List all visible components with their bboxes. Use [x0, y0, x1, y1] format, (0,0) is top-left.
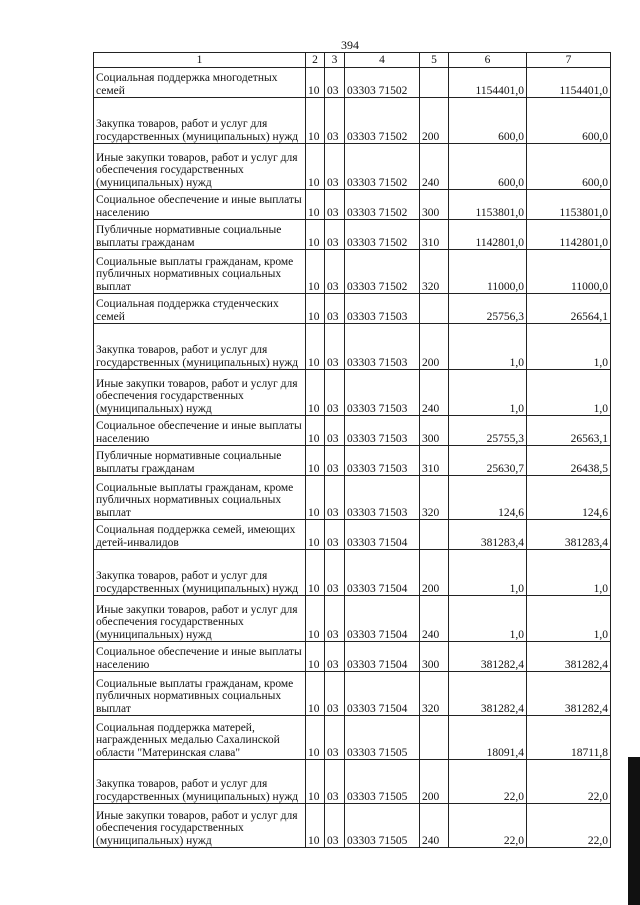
- table-row: [94, 324, 611, 370]
- cell-c5: 200: [420, 550, 449, 596]
- cell-c5: 320: [420, 476, 449, 520]
- cell-c6: 1,0: [449, 370, 527, 416]
- cell-c2: 10: [306, 144, 325, 190]
- budget-table: [93, 52, 611, 848]
- cell-name: Социальное обеспечение и иные выплаты населению: [94, 190, 306, 220]
- cell-c5: 310: [420, 446, 449, 476]
- table-row: [94, 416, 611, 446]
- cell-c4: 03303 71503: [345, 476, 420, 520]
- cell-name: Социальная поддержка студенческих семей: [94, 294, 306, 324]
- cell-c5: [420, 716, 449, 760]
- cell-c7: 26564,1: [527, 294, 611, 324]
- cell-c5: 300: [420, 416, 449, 446]
- cell-c5: [420, 294, 449, 324]
- cell-c2: 10: [306, 804, 325, 848]
- cell-c5: [420, 68, 449, 98]
- table-row: [94, 190, 611, 220]
- cell-c2: 10: [306, 190, 325, 220]
- cell-c6: 1,0: [449, 550, 527, 596]
- table-row: [94, 220, 611, 250]
- cell-name: Социальные выплаты гражданам, кроме публичных нормативных социальных выплат: [94, 476, 306, 520]
- cell-c7: 1,0: [527, 596, 611, 642]
- cell-c7: 18711,8: [527, 716, 611, 760]
- cell-name: Закупка товаров, работ и услуг для государственных (муниципальных) нужд: [94, 324, 306, 370]
- table-row: [94, 144, 611, 190]
- cell-c6: 381282,4: [449, 642, 527, 672]
- table-row: [94, 98, 611, 144]
- cell-c6: 25630,7: [449, 446, 527, 476]
- cell-c5: 240: [420, 144, 449, 190]
- cell-c7: 381282,4: [527, 672, 611, 716]
- cell-c6: 22,0: [449, 760, 527, 804]
- cell-name: Иные закупки товаров, работ и услуг для обеспечения государственных (муниципальных) нужд: [94, 370, 306, 416]
- cell-c7: 1153801,0: [527, 190, 611, 220]
- cell-c6: 1,0: [449, 596, 527, 642]
- column-header: 4: [345, 53, 420, 68]
- cell-name: Иные закупки товаров, работ и услуг для обеспечения государственных (муниципальных) нужд: [94, 596, 306, 642]
- cell-c2: 10: [306, 220, 325, 250]
- cell-name: Социальные выплаты гражданам, кроме публичных нормативных социальных выплат: [94, 250, 306, 294]
- cell-c5: 200: [420, 98, 449, 144]
- cell-c6: 25756,3: [449, 294, 527, 324]
- cell-c5: 300: [420, 190, 449, 220]
- cell-c4: 03303 71503: [345, 446, 420, 476]
- table-row: [94, 760, 611, 804]
- cell-c6: 381283,4: [449, 520, 527, 550]
- cell-c6: 1,0: [449, 324, 527, 370]
- cell-name: Иные закупки товаров, работ и услуг для обеспечения государственных (муниципальных) нужд: [94, 804, 306, 848]
- cell-c7: 1,0: [527, 370, 611, 416]
- cell-c2: 10: [306, 520, 325, 550]
- cell-c5: [420, 520, 449, 550]
- cell-c3: 03: [325, 672, 345, 716]
- cell-c5: 310: [420, 220, 449, 250]
- cell-c3: 03: [325, 642, 345, 672]
- cell-c3: 03: [325, 250, 345, 294]
- cell-c4: 03303 71502: [345, 250, 420, 294]
- cell-c7: 22,0: [527, 760, 611, 804]
- cell-c3: 03: [325, 370, 345, 416]
- table-row: [94, 596, 611, 642]
- cell-name: Закупка товаров, работ и услуг для государственных (муниципальных) нужд: [94, 550, 306, 596]
- cell-c2: 10: [306, 760, 325, 804]
- cell-c7: 124,6: [527, 476, 611, 520]
- cell-c6: 11000,0: [449, 250, 527, 294]
- cell-c3: 03: [325, 520, 345, 550]
- cell-name: Социальные выплаты гражданам, кроме публичных нормативных социальных выплат: [94, 672, 306, 716]
- table-row: [94, 716, 611, 760]
- cell-c6: 1154401,0: [449, 68, 527, 98]
- table-header-row: [94, 53, 611, 68]
- cell-c4: 03303 71502: [345, 220, 420, 250]
- cell-name: Публичные нормативные социальные выплаты гражданам: [94, 446, 306, 476]
- cell-c7: 26563,1: [527, 416, 611, 446]
- cell-c7: 1,0: [527, 550, 611, 596]
- column-header: 5: [420, 53, 449, 68]
- cell-c7: 22,0: [527, 804, 611, 848]
- cell-c4: 03303 71502: [345, 68, 420, 98]
- cell-c6: 18091,4: [449, 716, 527, 760]
- cell-c3: 03: [325, 416, 345, 446]
- cell-name: Публичные нормативные социальные выплаты гражданам: [94, 220, 306, 250]
- cell-c7: 26438,5: [527, 446, 611, 476]
- column-header: 6: [449, 53, 527, 68]
- table-row: [94, 672, 611, 716]
- cell-name: Социальная поддержка многодетных семей: [94, 68, 306, 98]
- cell-c7: 11000,0: [527, 250, 611, 294]
- cell-name: Социальное обеспечение и иные выплаты населению: [94, 416, 306, 446]
- cell-c3: 03: [325, 144, 345, 190]
- cell-c4: 03303 71502: [345, 98, 420, 144]
- cell-c5: 200: [420, 760, 449, 804]
- cell-c6: 600,0: [449, 144, 527, 190]
- cell-c6: 124,6: [449, 476, 527, 520]
- table-row: [94, 370, 611, 416]
- cell-c7: 1,0: [527, 324, 611, 370]
- column-header: 3: [325, 53, 345, 68]
- cell-c4: 03303 71505: [345, 716, 420, 760]
- column-header: 1: [94, 53, 306, 68]
- cell-c2: 10: [306, 476, 325, 520]
- cell-c3: 03: [325, 190, 345, 220]
- cell-c3: 03: [325, 476, 345, 520]
- cell-c4: 03303 71504: [345, 642, 420, 672]
- cell-c4: 03303 71503: [345, 416, 420, 446]
- cell-c5: 240: [420, 804, 449, 848]
- cell-c7: 1154401,0: [527, 68, 611, 98]
- cell-c6: 1153801,0: [449, 190, 527, 220]
- cell-c5: 320: [420, 250, 449, 294]
- cell-c2: 10: [306, 370, 325, 416]
- column-header: 2: [306, 53, 325, 68]
- cell-c7: 600,0: [527, 98, 611, 144]
- cell-c4: 03303 71502: [345, 144, 420, 190]
- cell-c5: 200: [420, 324, 449, 370]
- cell-c4: 03303 71505: [345, 804, 420, 848]
- table-row: [94, 804, 611, 848]
- cell-c7: 381282,4: [527, 642, 611, 672]
- cell-c3: 03: [325, 98, 345, 144]
- cell-c3: 03: [325, 760, 345, 804]
- cell-c4: 03303 71503: [345, 294, 420, 324]
- column-header: 7: [527, 53, 611, 68]
- cell-c2: 10: [306, 324, 325, 370]
- cell-c4: 03303 71502: [345, 190, 420, 220]
- table-row: [94, 68, 611, 98]
- cell-c4: 03303 71504: [345, 520, 420, 550]
- cell-c5: 240: [420, 596, 449, 642]
- cell-c5: 300: [420, 642, 449, 672]
- cell-c4: 03303 71503: [345, 370, 420, 416]
- cell-c4: 03303 71504: [345, 596, 420, 642]
- cell-c3: 03: [325, 550, 345, 596]
- cell-c3: 03: [325, 804, 345, 848]
- cell-c2: 10: [306, 550, 325, 596]
- cell-c2: 10: [306, 416, 325, 446]
- cell-c3: 03: [325, 68, 345, 98]
- cell-c2: 10: [306, 250, 325, 294]
- cell-c2: 10: [306, 294, 325, 324]
- cell-c7: 1142801,0: [527, 220, 611, 250]
- cell-c6: 22,0: [449, 804, 527, 848]
- cell-c6: 1142801,0: [449, 220, 527, 250]
- cell-c5: 240: [420, 370, 449, 416]
- cell-c3: 03: [325, 716, 345, 760]
- cell-c7: 600,0: [527, 144, 611, 190]
- cell-c3: 03: [325, 324, 345, 370]
- cell-c2: 10: [306, 716, 325, 760]
- cell-c6: 381282,4: [449, 672, 527, 716]
- cell-c2: 10: [306, 446, 325, 476]
- cell-c7: 381283,4: [527, 520, 611, 550]
- table-row: [94, 446, 611, 476]
- cell-c2: 10: [306, 642, 325, 672]
- cell-c4: 03303 71505: [345, 760, 420, 804]
- table-row: [94, 520, 611, 550]
- table-row: [94, 294, 611, 324]
- table-row: [94, 642, 611, 672]
- cell-c4: 03303 71504: [345, 550, 420, 596]
- scan-edge-mark: [628, 757, 640, 905]
- table-row: [94, 476, 611, 520]
- page-number: 394: [341, 38, 359, 52]
- cell-c6: 25755,3: [449, 416, 527, 446]
- cell-c3: 03: [325, 220, 345, 250]
- cell-name: Закупка товаров, работ и услуг для государственных (муниципальных) нужд: [94, 760, 306, 804]
- cell-c4: 03303 71503: [345, 324, 420, 370]
- table-row: [94, 250, 611, 294]
- cell-name: Социальная поддержка матерей, награжденных медалью Сахалинской области "Материнская слава": [94, 716, 306, 760]
- cell-c5: 320: [420, 672, 449, 716]
- cell-c3: 03: [325, 294, 345, 324]
- cell-c3: 03: [325, 596, 345, 642]
- cell-c2: 10: [306, 68, 325, 98]
- cell-name: Иные закупки товаров, работ и услуг для обеспечения государственных (муниципальных) нужд: [94, 144, 306, 190]
- cell-c6: 600,0: [449, 98, 527, 144]
- cell-name: Социальное обеспечение и иные выплаты населению: [94, 642, 306, 672]
- cell-c4: 03303 71504: [345, 672, 420, 716]
- cell-c2: 10: [306, 596, 325, 642]
- cell-c2: 10: [306, 98, 325, 144]
- cell-name: Закупка товаров, работ и услуг для государственных (муниципальных) нужд: [94, 98, 306, 144]
- cell-c3: 03: [325, 446, 345, 476]
- cell-c2: 10: [306, 672, 325, 716]
- cell-name: Социальная поддержка семей, имеющих детей-инвалидов: [94, 520, 306, 550]
- table-row: [94, 550, 611, 596]
